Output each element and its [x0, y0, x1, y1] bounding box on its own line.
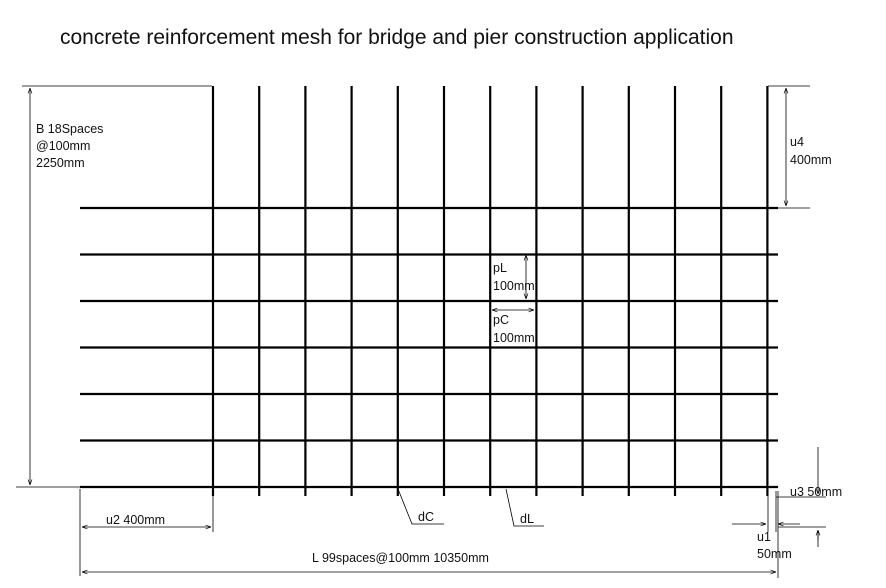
pc-label-line1: pC	[493, 313, 509, 327]
drawing-title: concrete reinforcement mesh for bridge and pier construction application	[60, 26, 734, 49]
dc-label: dC	[418, 510, 434, 524]
b-label-line2: @100mm	[36, 139, 91, 153]
pl-label-line2: 100mm	[493, 279, 535, 293]
dl-label: dL	[520, 512, 534, 526]
u3-label: u3 50mm	[790, 485, 843, 499]
dimension-u2	[80, 489, 213, 576]
longitudinal-bars	[213, 86, 767, 496]
u4-label-line2: 400mm	[790, 153, 832, 167]
pc-label-line2: 100mm	[493, 331, 535, 345]
l-total-label: L 99spaces@100mm 10350mm	[312, 551, 489, 565]
cross-bars	[80, 208, 778, 487]
u1-label-line1: u1	[757, 530, 771, 544]
b-label-line1: B 18Spaces	[36, 122, 104, 136]
pl-label-line1: pL	[493, 261, 507, 275]
u1-label-line2: 50mm	[757, 547, 792, 561]
u2-label: u2 400mm	[106, 513, 166, 527]
u4-label-line1: u4	[790, 135, 804, 149]
b-label-line3: 2250mm	[36, 156, 85, 170]
